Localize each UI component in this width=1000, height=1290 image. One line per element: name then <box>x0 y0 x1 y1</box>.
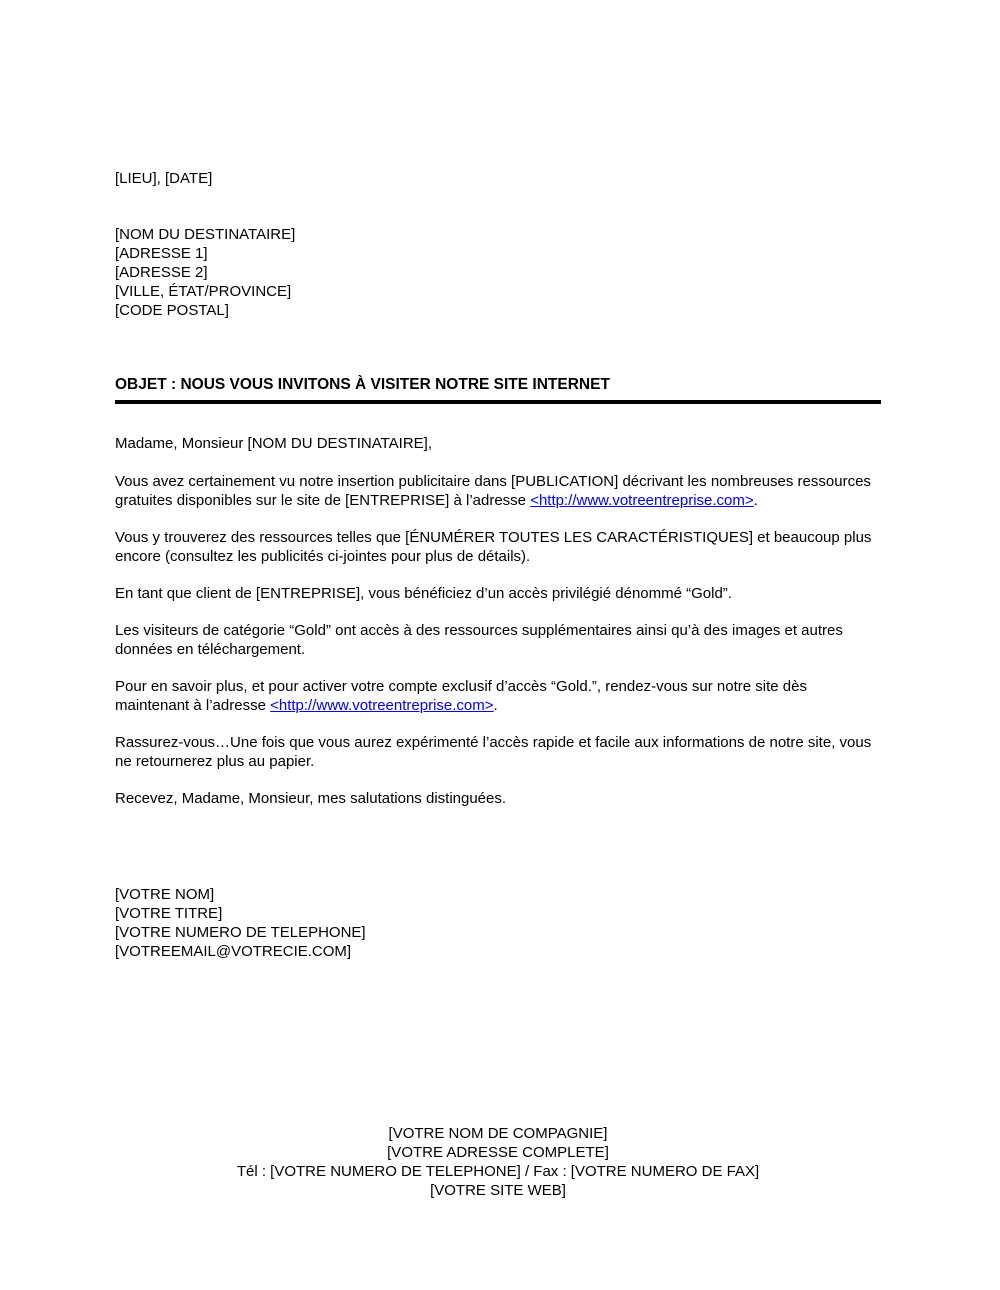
body-paragraph <box>115 733 881 771</box>
footer-line: [VOTRE SITE WEB] <box>430 1182 566 1199</box>
footer-line: Tél : [VOTRE NUMERO DE TELEPHONE] / Fax : [VOTRE NUMERO DE FAX] <box>236 1163 760 1180</box>
recipient-line: [NOM DU DESTINATAIRE] <box>115 226 296 243</box>
closing-line: Recevez, Madame, Monsieur, mes salutations distinguées. <box>115 790 507 807</box>
paragraph-text: . <box>753 492 758 509</box>
recipient-line: [ADRESSE 1] <box>115 245 208 262</box>
salutation: Madame, Monsieur [NOM DU DESTINATAIRE], <box>115 435 433 452</box>
body-paragraph <box>115 584 881 603</box>
date-line: [LIEU], [DATE] <box>115 170 213 187</box>
signature-line: [VOTRE NOM] <box>115 886 215 903</box>
paragraph-text: Vous y trouverez des ressources telles que [ÉNUMÉRER TOUTES LES CARACTÉRISTIQUES] et beaucoup plus encore (consultez les publicités ci-jointes pour plus de détails). <box>115 529 872 565</box>
paragraph-text: . <box>493 697 498 714</box>
paragraph-text: En tant que client de [ENTREPRISE], vous bénéficiez d’un accès privilégié dénommé “Gold”. <box>115 585 732 602</box>
body-paragraph <box>115 621 881 659</box>
recipient-line: [ADRESSE 2] <box>115 264 208 281</box>
signature-line: [VOTRE TITRE] <box>115 905 223 922</box>
letter-body <box>115 472 881 771</box>
recipient-block <box>115 225 881 320</box>
body-paragraph <box>115 472 881 510</box>
recipient-line: [VILLE, ÉTAT/PROVINCE] <box>115 283 292 300</box>
signature-block <box>115 885 881 961</box>
paragraph-text: Rassurez-vous…Une fois que vous aurez expérimenté l’accès rapide et facile aux informations de notre site, vous ne retournerez plus au papier. <box>115 734 872 770</box>
footer-line: [VOTRE NOM DE COMPAGNIE] <box>388 1125 608 1142</box>
website-link[interactable]: <http://www.votreentreprise.com> <box>270 697 494 714</box>
subject-section <box>115 375 881 404</box>
paragraph-text: Vous avez certainement vu notre insertion publicitaire dans [PUBLICATION] décrivant les nombreuses ressources gratuites disponibles sur le site de [ENTREPRISE] à l’adresse <box>115 473 871 509</box>
company-footer <box>115 1124 881 1200</box>
signature-line: [VOTREEMAIL@VOTRECIE.COM] <box>115 943 352 960</box>
signature-line: [VOTRE NUMERO DE TELEPHONE] <box>115 924 366 941</box>
paragraph-text: Pour en savoir plus, et pour activer votre compte exclusif d’accès “Gold.”, rendez-vous sur notre site dès maintenant à l’adresse <box>115 678 807 714</box>
body-paragraph <box>115 528 881 566</box>
body-paragraph <box>115 677 881 715</box>
subject-line: OBJET : NOUS VOUS INVITONS À VISITER NOTRE SITE INTERNET <box>115 376 610 393</box>
paragraph-text: Les visiteurs de catégorie “Gold” ont accès à des ressources supplémentaires ainsi qu’à des images et autres données en téléchargement. <box>115 622 843 658</box>
footer-line: [VOTRE ADRESSE COMPLETE] <box>387 1144 609 1161</box>
recipient-line: [CODE POSTAL] <box>115 302 229 319</box>
website-link[interactable]: <http://www.votreentreprise.com> <box>530 492 754 509</box>
